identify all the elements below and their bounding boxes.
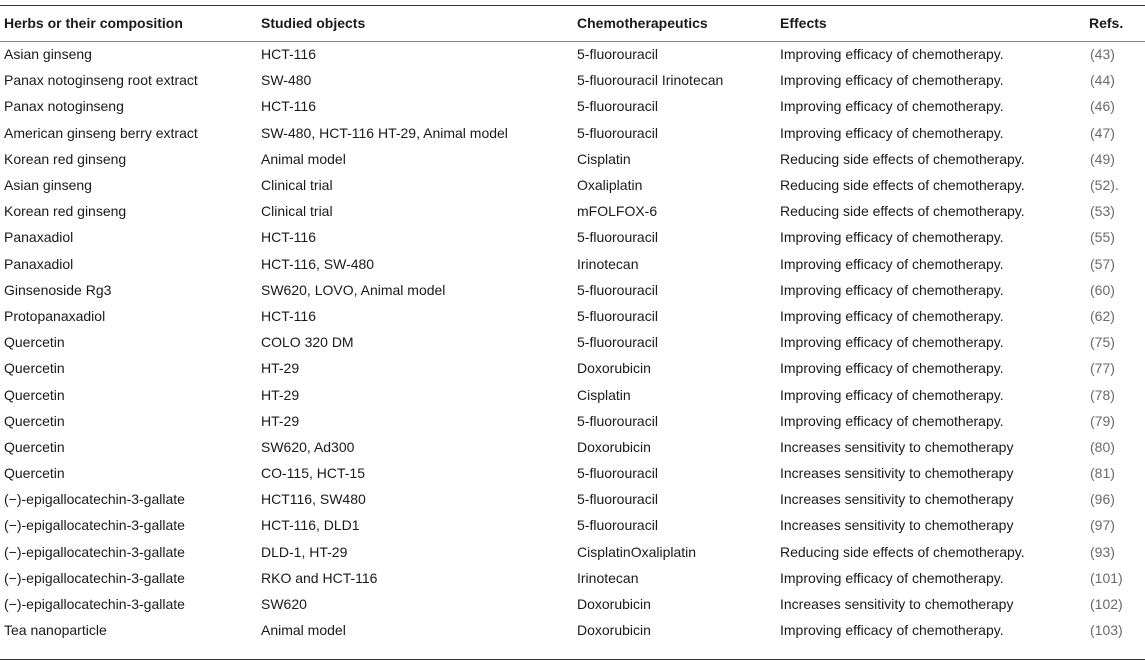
cell-effect: Improving efficacy of chemotherapy.	[780, 334, 1004, 351]
cell-chemotherapeutic: Doxorubicin	[577, 360, 651, 377]
cell-herb: (−)-epigallocatechin-3-gallate	[4, 569, 185, 586]
cell-studied-objects: SW620, LOVO, Animal model	[261, 281, 446, 298]
cell-ref[interactable]: (97)	[1090, 517, 1115, 534]
cell-chemotherapeutic: 5-fluorouracil	[577, 124, 658, 141]
cell-herb: Asian ginseng	[4, 177, 92, 194]
table-row	[0, 565, 1145, 591]
cell-chemotherapeutic: Doxorubicin	[577, 596, 651, 613]
cell-chemotherapeutic: 5-fluorouracil	[577, 491, 658, 508]
cell-chemotherapeutic: Doxorubicin	[577, 438, 651, 455]
cell-ref[interactable]: (93)	[1090, 543, 1115, 560]
cell-herb: (−)-epigallocatechin-3-gallate	[4, 543, 185, 560]
cell-ref[interactable]: (81)	[1090, 465, 1115, 482]
header-studied-objects: Studied objects	[261, 15, 366, 31]
cell-effect: Increases sensitivity to chemotherapy	[780, 596, 1014, 613]
cell-ref[interactable]: (103)	[1090, 622, 1123, 639]
cell-studied-objects: SW620, Ad300	[261, 438, 355, 455]
cell-herb: Panaxadiol	[4, 229, 74, 246]
cell-ref[interactable]: (75)	[1090, 334, 1115, 351]
cell-ref[interactable]: (57)	[1090, 255, 1115, 272]
cell-effect: Reducing side effects of chemotherapy.	[780, 203, 1025, 220]
cell-ref[interactable]: (52).	[1090, 177, 1119, 194]
cell-ref[interactable]: (77)	[1090, 360, 1115, 377]
cell-ref[interactable]: (78)	[1090, 386, 1115, 403]
cell-effect: Increases sensitivity to chemotherapy	[780, 491, 1014, 508]
cell-ref[interactable]: (102)	[1090, 596, 1123, 613]
cell-studied-objects: COLO 320 DM	[261, 334, 354, 351]
cell-ref[interactable]: (101)	[1090, 569, 1123, 586]
cell-studied-objects: HCT-116	[261, 229, 316, 246]
cell-chemotherapeutic: CisplatinOxaliplatin	[577, 543, 697, 560]
cell-effect: Improving efficacy of chemotherapy.	[780, 307, 1004, 324]
table-row	[0, 277, 1145, 303]
cell-herb: Quercetin	[4, 438, 65, 455]
cell-effect: Improving efficacy of chemotherapy.	[780, 569, 1004, 586]
table-row	[0, 355, 1145, 381]
cell-studied-objects: CO-115, HCT-15	[261, 465, 365, 482]
cell-ref[interactable]: (47)	[1090, 124, 1115, 141]
table-row	[0, 460, 1145, 486]
table-row	[0, 591, 1145, 617]
cell-studied-objects: SW620	[261, 596, 307, 613]
cell-ref[interactable]: (46)	[1090, 98, 1115, 115]
header-chemotherapeutics: Chemotherapeutics	[577, 15, 708, 31]
cell-chemotherapeutic: 5-fluorouracil	[577, 465, 658, 482]
cell-studied-objects: HCT-116	[261, 307, 316, 324]
cell-studied-objects: HT-29	[261, 386, 300, 403]
cell-studied-objects: Animal model	[261, 150, 346, 167]
cell-studied-objects: SW-480, HCT-116 HT-29, Animal model	[261, 124, 508, 141]
cell-studied-objects: HCT-116	[261, 46, 316, 63]
header-herbs: Herbs or their composition	[4, 15, 183, 31]
cell-herb: Korean red ginseng	[4, 203, 127, 220]
cell-ref[interactable]: (80)	[1090, 438, 1115, 455]
cell-effect: Improving efficacy of chemotherapy.	[780, 124, 1004, 141]
cell-chemotherapeutic: Oxaliplatin	[577, 177, 643, 194]
table-row	[0, 198, 1145, 224]
table-header-row	[0, 6, 1145, 40]
cell-ref[interactable]: (43)	[1090, 46, 1115, 63]
cell-herb: Panax notoginseng	[4, 98, 124, 115]
cell-studied-objects: Animal model	[261, 622, 346, 639]
cell-studied-objects: HCT116, SW480	[261, 491, 366, 508]
cell-herb: (−)-epigallocatechin-3-gallate	[4, 517, 185, 534]
cell-herb: Quercetin	[4, 386, 65, 403]
cell-effect: Improving efficacy of chemotherapy.	[780, 255, 1004, 272]
table-row	[0, 486, 1145, 512]
cell-ref[interactable]: (60)	[1090, 281, 1115, 298]
cell-studied-objects: SW-480	[261, 72, 312, 89]
header-refs: Refs.	[1089, 15, 1124, 31]
cell-herb: Quercetin	[4, 465, 65, 482]
cell-studied-objects: RKO and HCT-116	[261, 569, 378, 586]
table-row	[0, 303, 1145, 329]
table-row	[0, 408, 1145, 434]
cell-effect: Reducing side effects of chemotherapy.	[780, 543, 1025, 560]
cell-studied-objects: Clinical trial	[261, 203, 333, 220]
cell-effect: Improving efficacy of chemotherapy.	[780, 412, 1004, 429]
cell-studied-objects: HCT-116	[261, 98, 316, 115]
cell-effect: Improving efficacy of chemotherapy.	[780, 72, 1004, 89]
cell-chemotherapeutic: 5-fluorouracil Irinotecan	[577, 72, 724, 89]
cell-chemotherapeutic: 5-fluorouracil	[577, 229, 658, 246]
cell-studied-objects: Clinical trial	[261, 177, 333, 194]
cell-chemotherapeutic: 5-fluorouracil	[577, 517, 658, 534]
cell-chemotherapeutic: 5-fluorouracil	[577, 281, 658, 298]
cell-effect: Improving efficacy of chemotherapy.	[780, 46, 1004, 63]
table-row	[0, 512, 1145, 538]
cell-herb: Quercetin	[4, 360, 65, 377]
table-row	[0, 120, 1145, 146]
cell-herb: Panaxadiol	[4, 255, 74, 272]
cell-herb: Tea nanoparticle	[4, 622, 107, 639]
table-row	[0, 617, 1145, 643]
cell-effect: Improving efficacy of chemotherapy.	[780, 281, 1004, 298]
cell-studied-objects: DLD-1, HT-29	[261, 543, 348, 560]
cell-effect: Reducing side effects of chemotherapy.	[780, 177, 1025, 194]
cell-ref[interactable]: (55)	[1090, 229, 1115, 246]
cell-effect: Increases sensitivity to chemotherapy	[780, 465, 1014, 482]
header-effects: Effects	[780, 15, 827, 31]
cell-herb: American ginseng berry extract	[4, 124, 198, 141]
cell-effect: Improving efficacy of chemotherapy.	[780, 360, 1004, 377]
cell-effect: Improving efficacy of chemotherapy.	[780, 386, 1004, 403]
cell-herb: Ginsenoside Rg3	[4, 281, 112, 298]
cell-studied-objects: HT-29	[261, 360, 300, 377]
table-body	[0, 41, 1145, 643]
cell-chemotherapeutic: Irinotecan	[577, 255, 639, 272]
table-row	[0, 41, 1145, 67]
table-row	[0, 146, 1145, 172]
cell-herb: (−)-epigallocatechin-3-gallate	[4, 596, 185, 613]
cell-chemotherapeutic: mFOLFOX-6	[577, 203, 658, 220]
cell-herb: Quercetin	[4, 412, 65, 429]
table-row	[0, 251, 1145, 277]
table-row	[0, 224, 1145, 250]
cell-effect: Improving efficacy of chemotherapy.	[780, 622, 1004, 639]
cell-chemotherapeutic: 5-fluorouracil	[577, 334, 658, 351]
cell-studied-objects: HCT-116, DLD1	[261, 517, 360, 534]
cell-herb: (−)-epigallocatechin-3-gallate	[4, 491, 185, 508]
cell-ref[interactable]: (53)	[1090, 203, 1115, 220]
table-row	[0, 434, 1145, 460]
cell-ref[interactable]: (44)	[1090, 72, 1115, 89]
cell-effect: Increases sensitivity to chemotherapy	[780, 517, 1014, 534]
table-row	[0, 93, 1145, 119]
cell-effect: Improving efficacy of chemotherapy.	[780, 229, 1004, 246]
table-row	[0, 67, 1145, 93]
cell-chemotherapeutic: 5-fluorouracil	[577, 307, 658, 324]
cell-studied-objects: HCT-116, SW-480	[261, 255, 375, 272]
cell-herb: Korean red ginseng	[4, 150, 127, 167]
cell-herb: Asian ginseng	[4, 46, 92, 63]
table-row	[0, 539, 1145, 565]
cell-chemotherapeutic: Cisplatin	[577, 150, 631, 167]
cell-herb: Protopanaxadiol	[4, 307, 106, 324]
cell-chemotherapeutic: 5-fluorouracil	[577, 412, 658, 429]
cell-chemotherapeutic: Cisplatin	[577, 386, 631, 403]
table-row	[0, 172, 1145, 198]
cell-chemotherapeutic: Irinotecan	[577, 569, 639, 586]
cell-effect: Reducing side effects of chemotherapy.	[780, 150, 1025, 167]
cell-chemotherapeutic: 5-fluorouracil	[577, 46, 658, 63]
table-row	[0, 329, 1145, 355]
cell-effect: Increases sensitivity to chemotherapy	[780, 438, 1014, 455]
cell-ref[interactable]: (49)	[1090, 150, 1115, 167]
cell-ref[interactable]: (62)	[1090, 307, 1115, 324]
cell-herb: Quercetin	[4, 334, 65, 351]
cell-ref[interactable]: (79)	[1090, 412, 1115, 429]
cell-chemotherapeutic: 5-fluorouracil	[577, 98, 658, 115]
cell-effect: Improving efficacy of chemotherapy.	[780, 98, 1004, 115]
table-row	[0, 381, 1145, 407]
cell-studied-objects: HT-29	[261, 412, 300, 429]
cell-ref[interactable]: (96)	[1090, 491, 1115, 508]
cell-herb: Panax notoginseng root extract	[4, 72, 198, 89]
cell-chemotherapeutic: Doxorubicin	[577, 622, 651, 639]
